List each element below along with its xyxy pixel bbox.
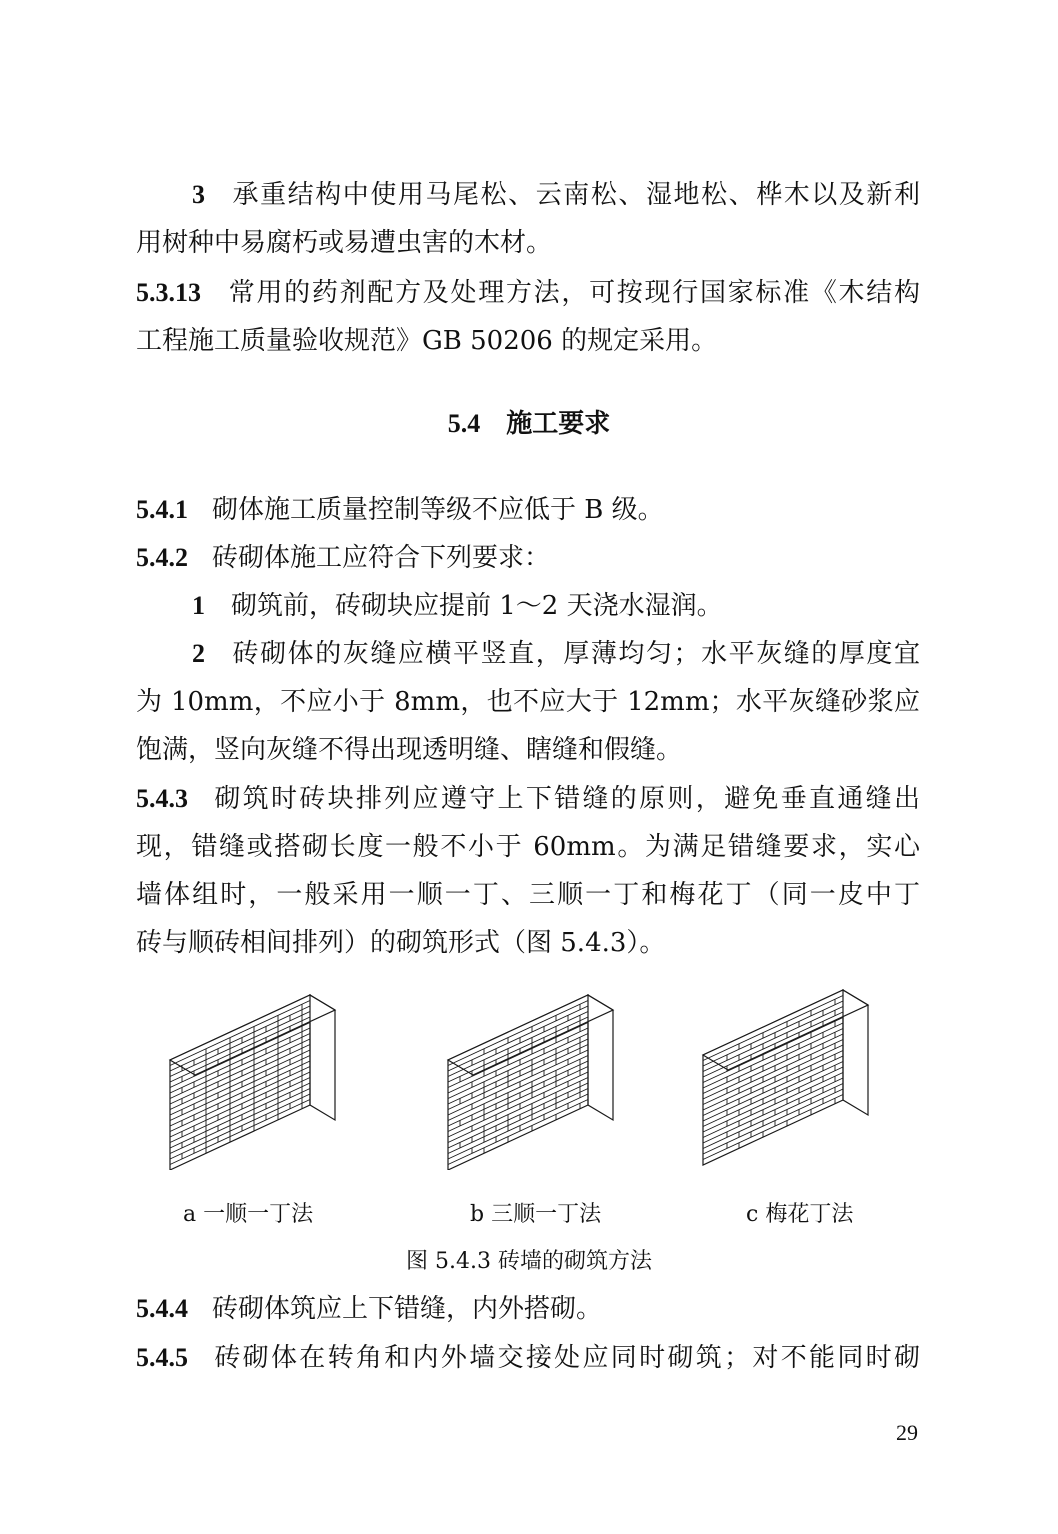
- wall-diagram-c: [693, 975, 903, 1170]
- brick-course-line: [448, 1078, 588, 1143]
- paragraph-text: 砖砌体筑应上下错缝，内外搭砌。: [212, 1294, 603, 1324]
- paragraph-text: 砌筑前，砖砌块应提前 1～2 天浇水湿润。: [231, 591, 723, 621]
- brick-course-line: [703, 1084, 843, 1149]
- item-number: 2: [192, 639, 205, 668]
- brick-course-line: [170, 1083, 310, 1148]
- brick-course-line: [170, 1089, 310, 1154]
- item-3: [136, 182, 920, 208]
- paragraph-text: 砖砌体的灰缝应横平竖直，厚薄均匀；水平灰缝的厚度宜: [231, 639, 920, 669]
- paragraph-text: 砖砌体在转角和内外墙交接处应同时砌筑；对不能同时砌: [212, 1343, 920, 1373]
- figure-title: 图 5.4.3 砖墙的砌筑方法: [406, 1249, 652, 1274]
- clause-number: 5.4.2: [136, 543, 188, 572]
- item-number: 1: [192, 591, 205, 620]
- paragraph-line: 墙体组时，一般采用一顺一丁、三顺一丁和梅花丁（同一皮中丁: [136, 880, 920, 910]
- brick-course-line: [703, 1001, 843, 1066]
- figure-caption-c: c 梅花丁法: [746, 1202, 854, 1227]
- brick-course-line: [448, 1094, 588, 1159]
- paragraph-text: 砖砌体施工应符合下列要求：: [212, 543, 551, 573]
- brick-course-line: [448, 1012, 588, 1077]
- clause-5-4-2: [136, 545, 920, 571]
- brick-course-line: [448, 1001, 588, 1066]
- clause-5-3-13: [136, 280, 920, 306]
- figure-caption-a: a 一顺一丁法: [183, 1202, 314, 1227]
- paragraph-text: 砌体施工质量控制等级不应低于 B 级。: [212, 495, 664, 525]
- clause-number: 5.4.3: [136, 784, 188, 813]
- brick-course-line: [448, 1083, 588, 1148]
- section-heading: [0, 411, 1058, 437]
- paragraph-line: 饱满，竖向灰缝不得出现透明缝、瞎缝和假缝。: [136, 735, 683, 765]
- brick-course-line: [703, 1073, 843, 1138]
- clause-number: 5.4.1: [136, 495, 188, 524]
- clause-number: 5.4.4: [136, 1294, 188, 1323]
- clause-5-4-1: [136, 497, 920, 523]
- brick-course-line: [170, 1072, 310, 1137]
- brick-course-line: [448, 1067, 588, 1132]
- paragraph-line: 现，错缝或搭砌长度一般不小于 60mm。为满足错缝要求，实心: [136, 832, 920, 862]
- clause-number: 5.3.13: [136, 278, 201, 307]
- brick-course-line: [170, 1100, 310, 1165]
- section-title: 施工要求: [506, 409, 611, 439]
- brick-course-line: [448, 1072, 588, 1137]
- brick-course-line: [448, 1100, 588, 1165]
- brick-course-line: [703, 1095, 843, 1160]
- brick-course-line: [170, 1001, 310, 1066]
- item-2: [136, 641, 920, 667]
- paragraph-line: 砖与顺砖相间排列）的砌筑形式（图 5.4.3）。: [136, 928, 666, 958]
- paragraph-text: 承重结构中使用马尾松、云南松、湿地松、桦木以及新利: [231, 180, 920, 210]
- item-1: [136, 593, 976, 619]
- paragraph-line: 用树种中易腐朽或易遭虫害的木材。: [136, 228, 553, 258]
- brick-course-line: [170, 1078, 310, 1143]
- clause-5-4-4: [136, 1296, 920, 1322]
- section-number: 5.4: [447, 409, 481, 438]
- brick-course-line: [703, 1067, 843, 1132]
- brick-course-line: [448, 1089, 588, 1154]
- brick-course-line: [703, 1012, 843, 1077]
- paragraph-line: 为 10mm，不应小于 8mm，也不应大于 12mm；水平灰缝砂浆应: [136, 687, 920, 717]
- brick-course-line: [448, 1017, 588, 1082]
- brick-course-line: [703, 1089, 843, 1154]
- brick-course-line: [703, 1062, 843, 1127]
- figure-caption-b: b 三顺一丁法: [470, 1202, 602, 1227]
- brick-course-line: [703, 996, 843, 1061]
- brick-course-line: [170, 1012, 310, 1077]
- brick-course-line: [170, 1067, 310, 1132]
- brick-course-line: [170, 1017, 310, 1082]
- item-number: 3: [192, 180, 205, 209]
- paragraph-text: 常用的药剂配方及处理方法，可按现行国家标准《木结构: [227, 278, 920, 308]
- page-number: 29: [896, 1420, 918, 1445]
- wall-diagram-a: [160, 985, 370, 1170]
- clause-5-4-5: [136, 1345, 920, 1371]
- clause-5-4-3: [136, 786, 920, 812]
- paragraph-text: 砌筑时砖块排列应遵守上下错缝的原则，避免垂直通缝出: [212, 784, 920, 814]
- brick-course-line: [448, 1006, 588, 1071]
- brick-course-line: [703, 1078, 843, 1143]
- brick-course-line: [170, 1094, 310, 1159]
- paragraph-line: 工程施工质量验收规范》GB 50206 的规定采用。: [136, 326, 718, 356]
- brick-course-line: [703, 1007, 843, 1072]
- brick-course-line: [170, 1006, 310, 1071]
- clause-number: 5.4.5: [136, 1343, 188, 1372]
- wall-diagram-b: [438, 985, 648, 1170]
